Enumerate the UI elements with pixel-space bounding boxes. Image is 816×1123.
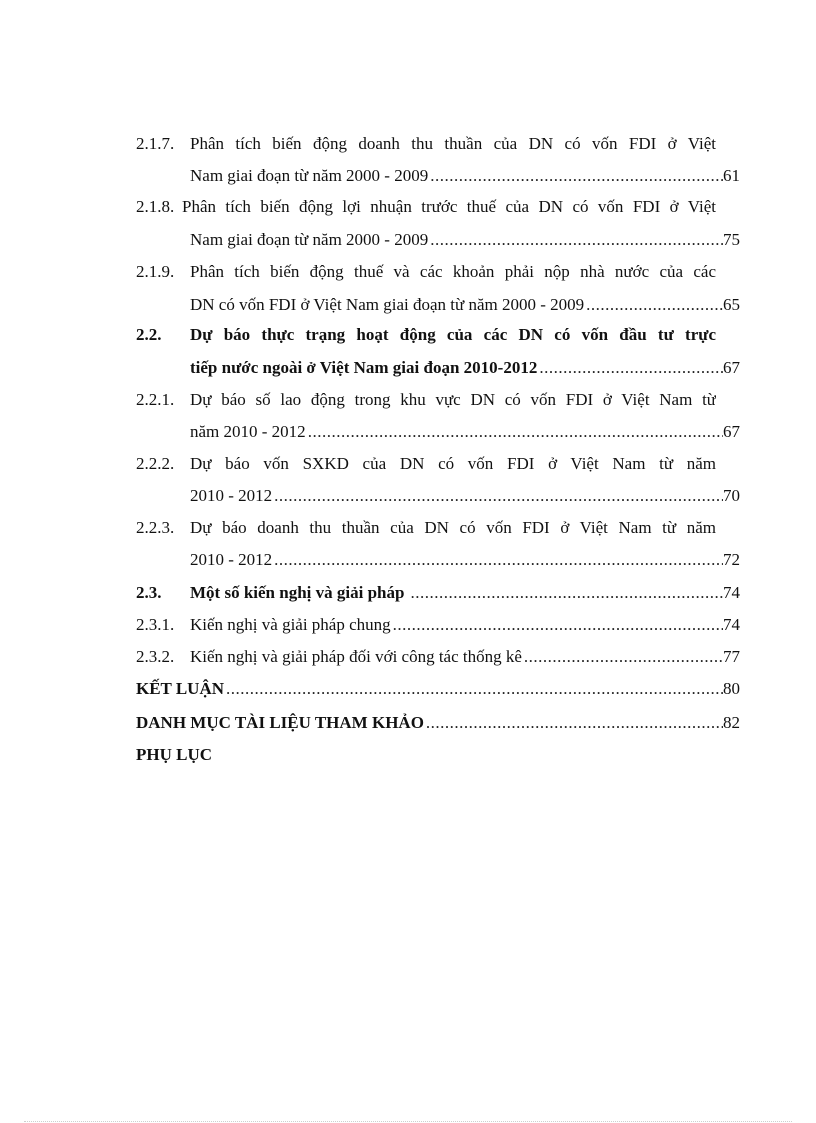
toc-entry-ket-luan-text: KẾT LUẬN bbox=[136, 679, 225, 698]
toc-number-2-2-3: 2.2.3. bbox=[136, 518, 175, 537]
toc-page-2-1-8: 75 bbox=[723, 230, 740, 249]
toc-entry-ket-luan bbox=[136, 677, 740, 701]
toc-number-2-1-9: 2.1.9. bbox=[136, 262, 175, 281]
toc-number-2-1-7: 2.1.7. bbox=[136, 134, 175, 153]
dot-leader bbox=[539, 356, 723, 380]
toc-entry-2-2-3-line1: Dự báo doanh thu thuần của DN có vốn FDI ở Việt Nam từ năm bbox=[190, 518, 716, 537]
toc-page-2-1-9: 65 bbox=[723, 295, 740, 314]
toc-entry-2-3-1 bbox=[190, 613, 740, 637]
toc-entry-2-2-1-text: năm 2010 - 2012 bbox=[190, 422, 306, 441]
dot-leader bbox=[410, 581, 723, 605]
toc-entry-2-2-2-text: 2010 - 2012 bbox=[190, 486, 273, 505]
dot-leader bbox=[426, 711, 723, 735]
toc-entry-2-2-text: tiếp nước ngoài ở Việt Nam giai đoạn 2010-2012 bbox=[190, 358, 538, 377]
toc-number-2-3: 2.3. bbox=[136, 583, 162, 602]
toc-entry-2-2-1-line2 bbox=[190, 420, 740, 444]
toc-entry-2-1-9-line1: Phân tích biến động thuế và các khoản phải nộp nhà nước của các bbox=[190, 262, 716, 281]
toc-entry-2-2-line2 bbox=[190, 356, 740, 380]
dot-leader bbox=[308, 420, 723, 444]
toc-entry-2-1-9-text: DN có vốn FDI ở Việt Nam giai đoạn từ năm 2000 - 2009 bbox=[190, 295, 585, 314]
toc-entry-2-3-2-text: Kiến nghị và giải pháp đối với công tác thống kê bbox=[190, 647, 522, 666]
toc-entry-2-3 bbox=[190, 581, 740, 605]
toc-number-2-2-2: 2.2.2. bbox=[136, 454, 175, 473]
toc-entry-2-2-2-line1: Dự báo vốn SXKD của DN có vốn FDI ở Việt Nam từ năm bbox=[190, 454, 716, 473]
toc-entry-danh-muc-text: DANH MỤC TÀI LIỆU THAM KHẢO bbox=[136, 713, 424, 732]
toc-number-2-1-8: 2.1.8. bbox=[136, 197, 175, 216]
toc-entry-2-3-text: Một số kiến nghị và giải pháp bbox=[190, 583, 405, 602]
toc-entry-2-3-1-text: Kiến nghị và giải pháp chung bbox=[190, 615, 391, 634]
toc-entry-2-3-2 bbox=[190, 645, 740, 669]
toc-entry-2-1-8-line1: Phân tích biến động lợi nhuận trước thuế của DN có vốn FDI ở Việt bbox=[182, 197, 716, 216]
toc-page-2-3: 74 bbox=[723, 583, 740, 602]
toc-entry-2-1-9-line2 bbox=[190, 293, 740, 317]
toc-page-2-2-3: 72 bbox=[723, 550, 740, 569]
toc-number-2-2-1: 2.2.1. bbox=[136, 390, 175, 409]
toc-page-2-2-1: 67 bbox=[723, 422, 740, 441]
dot-leader bbox=[274, 484, 723, 508]
toc-entry-2-1-7-line2 bbox=[190, 164, 740, 188]
toc-entry-2-1-8-line2 bbox=[190, 228, 740, 252]
toc-number-2-3-2: 2.3.2. bbox=[136, 647, 175, 666]
toc-page-2-3-2: 77 bbox=[723, 647, 740, 666]
toc-page-2-3-1: 74 bbox=[723, 615, 740, 634]
dot-leader bbox=[226, 677, 723, 701]
dot-leader bbox=[586, 293, 723, 317]
dot-leader bbox=[274, 548, 723, 572]
dot-leader bbox=[393, 613, 723, 637]
toc-entry-2-2-3-text: 2010 - 2012 bbox=[190, 550, 273, 569]
toc-number-2-2: 2.2. bbox=[136, 325, 162, 344]
toc-entry-2-2-3-line2 bbox=[190, 548, 740, 572]
toc-entry-2-1-7-line1: Phân tích biến động doanh thu thuần của DN có vốn FDI ở Việt bbox=[190, 134, 716, 153]
toc-entry-phu-luc: PHỤ LỤC bbox=[136, 745, 213, 764]
toc-page-2-2: 67 bbox=[723, 358, 740, 377]
dot-leader bbox=[430, 164, 723, 188]
toc-page-ket-luan: 80 bbox=[723, 679, 740, 698]
dot-leader bbox=[524, 645, 723, 669]
toc-page-2-1-7: 61 bbox=[723, 166, 740, 185]
toc-entry-2-2-line1: Dự báo thực trạng hoạt động của các DN có vốn đầu tư trực bbox=[190, 325, 716, 344]
toc-entry-2-1-7-text: Nam giai đoạn từ năm 2000 - 2009 bbox=[190, 166, 429, 185]
toc-entry-2-1-8-text: Nam giai đoạn từ năm 2000 - 2009 bbox=[190, 230, 429, 249]
page-bottom-rule bbox=[24, 1121, 792, 1122]
toc-entry-2-2-2-line2 bbox=[190, 484, 740, 508]
toc-entry-2-2-1-line1: Dự báo số lao động trong khu vực DN có vốn FDI ở Việt Nam từ bbox=[190, 390, 716, 409]
toc-number-2-3-1: 2.3.1. bbox=[136, 615, 175, 634]
toc-page-2-2-2: 70 bbox=[723, 486, 740, 505]
dot-leader bbox=[430, 228, 723, 252]
toc-entry-danh-muc bbox=[136, 711, 740, 735]
toc-page-danh-muc: 82 bbox=[723, 713, 740, 732]
